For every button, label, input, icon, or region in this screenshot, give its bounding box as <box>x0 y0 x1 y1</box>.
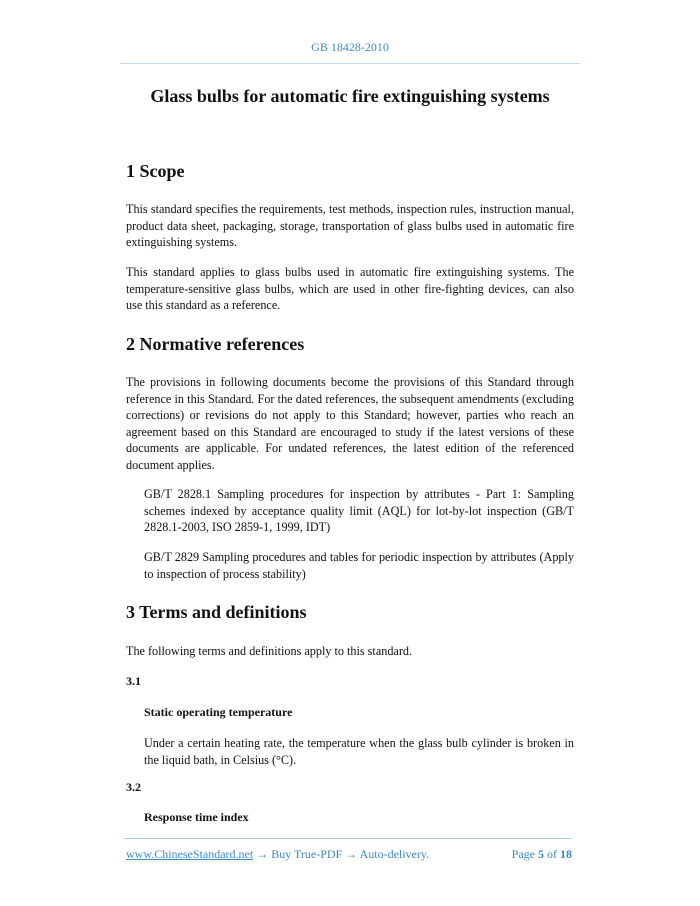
header-divider <box>120 63 580 64</box>
page-of-label: of <box>547 847 557 861</box>
promo-text: → Buy True-PDF → Auto-delivery. <box>253 847 430 861</box>
section-heading-scope: 1 Scope <box>126 161 185 181</box>
term-number: 3.2 <box>126 780 141 794</box>
term-definition: Under a certain heating rate, the temperature when the glass bulb cylinder is broken in the liquid bath, in Celsius (°C). <box>144 736 574 767</box>
term-name: Response time index <box>144 810 249 824</box>
reference-item: GB/T 2829 Sampling procedures and tables for periodic inspection by attributes (Apply to inspection of process stability) <box>144 550 574 581</box>
website-link[interactable]: www.ChineseStandard.net <box>126 847 254 861</box>
section-heading-normative-references: 2 Normative references <box>126 334 305 354</box>
page-total: 18 <box>560 847 572 861</box>
standard-code: GB 18428-2010 <box>311 40 389 54</box>
paragraph: This standard applies to glass bulbs used in automatic fire extinguishing systems. The temperature-sensitive glass bulbs, which are used in other fire-fighting devices, can also use this standard as a reference. <box>126 265 574 312</box>
footer-divider <box>124 838 572 839</box>
paragraph: The following terms and definitions apply to this standard. <box>126 644 413 658</box>
document-title: Glass bulbs for automatic fire extinguishing systems <box>150 86 550 106</box>
reference-item: GB/T 2828.1 Sampling procedures for inspection by attributes - Part 1: Sampling schemes indexed by acceptance quality limit (AQL) for lot-by-lot inspection (GB/T 2828.1-2003, ISO 2859-1, 1999, IDT) <box>144 487 574 534</box>
paragraph: This standard specifies the requirements, test methods, inspection rules, instruction manual, product data sheet, packaging, storage, transportation of glass bulbs used in automatic fire extinguishing systems. <box>126 202 574 249</box>
page-indicator <box>512 847 572 862</box>
page-label: Page <box>511 847 535 861</box>
page-current: 5 <box>538 847 544 861</box>
term-name: Static operating temperature <box>144 705 293 719</box>
page-footer <box>126 847 574 862</box>
paragraph: The provisions in following documents become the provisions of this Standard through reference in this Standard. For the dated references, the subsequent amendments (excluding corrections) or revisions do not apply to this Standard; however, parties who reach an agreement based on this Standard are encouraged to study if the latest versions of these documents are applicable. For undated references, the latest edition of the referenced document applies. <box>126 375 574 472</box>
section-heading-terms-definitions: 3 Terms and definitions <box>126 602 307 622</box>
term-number: 3.1 <box>126 674 141 688</box>
